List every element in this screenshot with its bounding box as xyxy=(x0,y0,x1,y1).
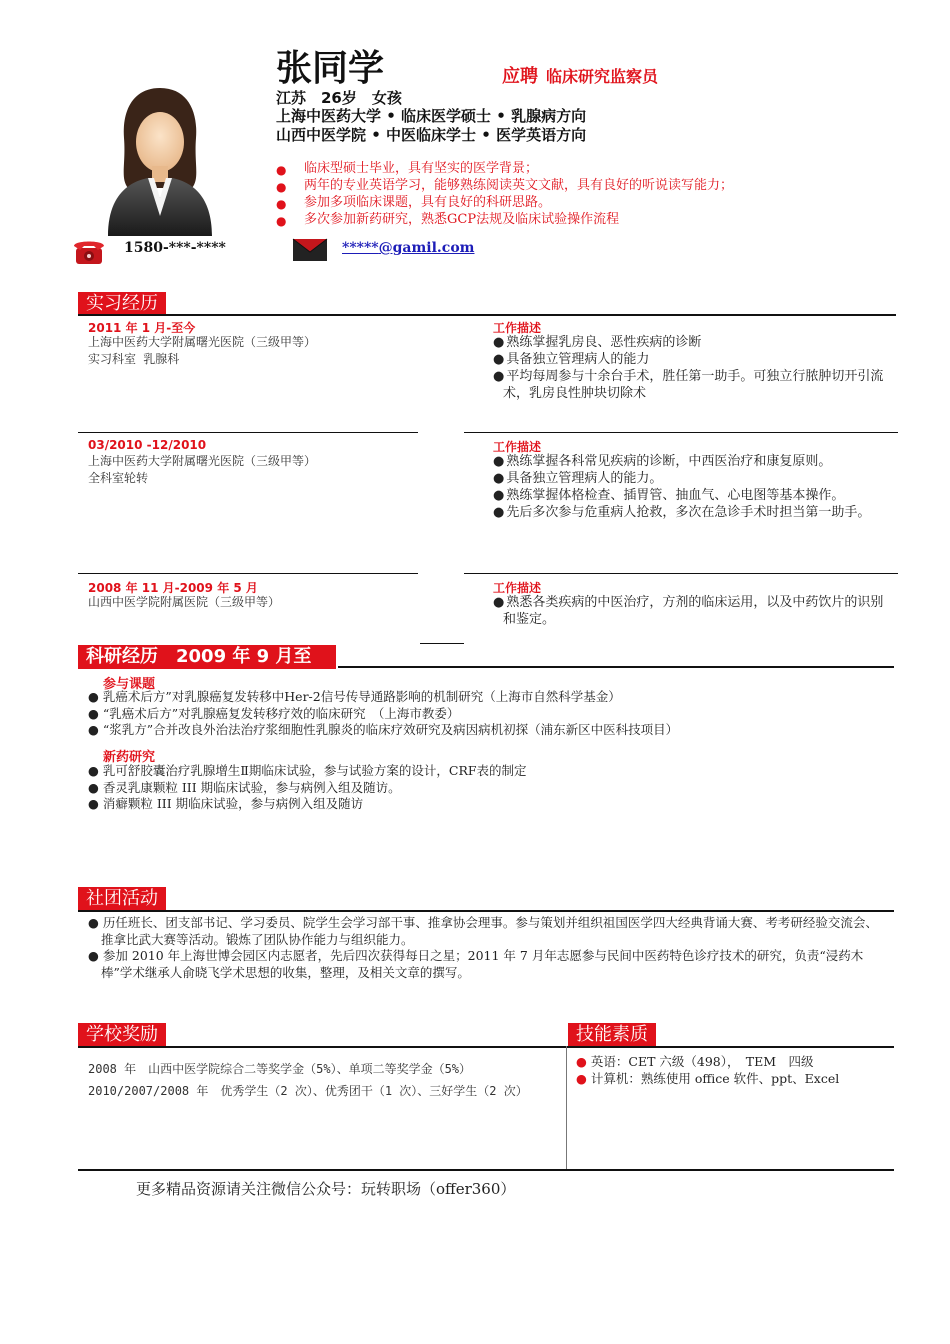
highlights-list xyxy=(276,160,733,228)
section-header-internship: 实习经历 xyxy=(78,292,166,316)
bullet-dot-icon: ● xyxy=(276,214,287,228)
list-item: ● “浆乳方”合并改良外治法治疗浆细胞性乳腺炎的临床疗效研究及病因病机初探（浦东新区中医科技项目） xyxy=(88,722,679,737)
footer-note: 更多精品资源请关注微信公众号：玩转职场（offer360） xyxy=(136,1180,516,1198)
desc-item: ● 平均每周参与十余台手术，胜任第一助手。可独立行脓肿切开引流术，乳房良性肿块切除术 xyxy=(493,369,884,401)
avatar xyxy=(104,86,216,236)
awards-list xyxy=(88,1058,528,1102)
internship-2-desc xyxy=(493,453,893,521)
skills-list xyxy=(576,1054,886,1087)
entry-divider xyxy=(78,573,418,574)
internship-3-date: 2008 年 11 月-2009 年 5 月 xyxy=(88,581,258,595)
highlight-item: ● 参加多项临床课题，具有良好的科研思路。 xyxy=(276,195,552,211)
highlight-item: ● 临床型硕士毕业，具有坚实的医学背景； xyxy=(276,161,539,177)
apply-label: 应聘 xyxy=(502,66,538,87)
phone-number: 1580-***-**** xyxy=(124,240,226,256)
column-divider xyxy=(566,1046,567,1170)
email-icon xyxy=(292,238,328,262)
internship-2-date: 03/2010 -12/2010 xyxy=(88,438,207,452)
desc-item: ● 熟练掌握体格检查、插胃管、抽血气、心电图等基本操作。 xyxy=(493,488,845,503)
drugs-subtitle: 新药研究 xyxy=(103,750,156,765)
desc-item: ● 具备独立管理病人的能力 xyxy=(493,352,650,367)
list-item: 2008 年 山西中医学院综合二等奖学金（5%）、单项二等奖学金（5%） xyxy=(88,1062,472,1076)
section-header-awards: 学校奖励 xyxy=(78,1023,166,1047)
internship-2-dept: 全科室轮转 xyxy=(88,471,149,485)
desc-item: ● 熟悉各类疾病的中医治疗，方剂的临床运用，以及中药饮片的识别和鉴定。 xyxy=(493,595,884,627)
list-item: ● 乳可舒胶囊治疗乳腺增生Ⅱ期临床试验，参与试验方案的设计，CRF表的制定 xyxy=(88,763,527,778)
list-item: 2010/2007/2008 年 优秀学生（2 次）、优秀团干（1 次）、三好学生（2 次） xyxy=(88,1084,528,1098)
internship-2-org: 上海中医药大学附属曙光医院（三级甲等） xyxy=(88,454,317,468)
bullet-dot-icon: ● xyxy=(276,180,287,194)
entry-divider xyxy=(464,573,898,574)
apply-title: 临床研究监察员 xyxy=(546,67,659,86)
bullet-dot-icon: ● xyxy=(276,163,287,177)
list-item: ● 历任班长、团支部书记、学习委员、院学生会学习部干事、推拿协会理事。参与策划并组织祖国医学四大经典背诵大赛、考考研经验交流会、推拿比武大赛等活动。锻炼了团队协作能力与组织能力。 xyxy=(88,915,878,947)
entry-divider xyxy=(78,432,418,433)
email-address[interactable] xyxy=(342,240,474,256)
list-item: ● 消癖颗粒 III 期临床试验，参与病例入组及随访 xyxy=(88,796,364,811)
info-line-2: 上海中医药大学 • 临床医学硕士 • 乳腺病方向 xyxy=(276,107,587,125)
list-item: ● 参加 2010 年上海世博会园区内志愿者，先后四次获得每日之星；2011 年 7 月年志愿参与民间中医药特色诊疗技术的研究，负责“浸药木棒”学术继承人俞晓飞学术思想的收集，整理，及相关文章的撰写。 xyxy=(88,948,864,980)
desc-item: ● 熟练掌握乳房良、恶性疾病的诊断 xyxy=(493,335,702,350)
desc-item: ● 先后多次参与危重病人抢救，多次在急诊手术时担当第一助手。 xyxy=(493,505,871,520)
internship-3-desc xyxy=(493,594,893,628)
section-divider xyxy=(78,314,896,316)
desc-item: ● 具备独立管理病人的能力。 xyxy=(493,471,663,486)
info-line-3: 山西中医学院 • 中医临床学士 • 医学英语方向 xyxy=(276,126,587,144)
list-item: ● 乳癌术后方”对乳腺癌复发转移中Her-2信号传导通路影响的机制研究（上海市自然科学基金） xyxy=(88,689,621,704)
list-item: ● 英语：CET 六级（498）， TEM 四级 xyxy=(576,1054,814,1069)
activities-list xyxy=(88,915,888,981)
internship-1-desc xyxy=(493,334,893,402)
projects-list xyxy=(88,689,888,739)
section-divider xyxy=(338,666,894,668)
section-header-skills: 技能素质 xyxy=(568,1023,656,1047)
bullet-dot-icon: ● xyxy=(276,197,287,211)
entry-divider xyxy=(464,432,898,433)
section-header-activities: 社团活动 xyxy=(78,887,166,911)
bottom-divider xyxy=(78,1169,894,1171)
info-line-1: 江苏 26岁 女孩 xyxy=(276,89,402,107)
list-item: ● 香灵乳康颗粒 III 期临床试验，参与病例入组及随访。 xyxy=(88,779,401,795)
projects-subtitle: 参与课题 xyxy=(103,677,156,692)
internship-3-desc-title: 工作描述 xyxy=(493,581,542,595)
internship-2-desc-title: 工作描述 xyxy=(493,440,542,454)
internship-1-org: 上海中医药大学附属曙光医院（三级甲等） xyxy=(88,335,317,349)
highlight-item: ● 两年的专业英语学习，能够熟练阅读英文文献，具有良好的听说读写能力； xyxy=(276,178,734,194)
list-item: ● “乳癌术后方”对乳腺癌复发转移疗效的临床研究 （上海市教委） xyxy=(88,705,460,721)
drugs-list xyxy=(88,763,888,813)
highlight-item: ● 多次参加新药研究，熟悉GCP法规及临床试验操作流程 xyxy=(276,212,620,228)
desc-item: ● 熟练掌握各科常见疾病的诊断，中西医治疗和康复原则。 xyxy=(493,454,832,469)
section-divider xyxy=(78,1046,894,1048)
internship-1-desc-title: 工作描述 xyxy=(493,321,542,335)
internship-1-dept: 实习科室 乳腺科 xyxy=(88,352,180,366)
email-domain: @gamil.com xyxy=(378,240,475,256)
section-divider xyxy=(78,910,894,912)
internship-1-date: 2011 年 1 月-至今 xyxy=(88,321,196,335)
section-header-research: 科研经历 2009 年 9 月至今 xyxy=(78,645,336,669)
email-user: ***** xyxy=(342,240,379,256)
list-item: ● 计算机：熟练使用 office 软件、ppt、Excel xyxy=(576,1070,840,1086)
internship-3-org: 山西中医学院附属医院（三级甲等） xyxy=(88,595,281,609)
entry-divider xyxy=(420,643,464,644)
candidate-name: 张同学 xyxy=(276,47,385,89)
phone-icon xyxy=(72,238,106,266)
